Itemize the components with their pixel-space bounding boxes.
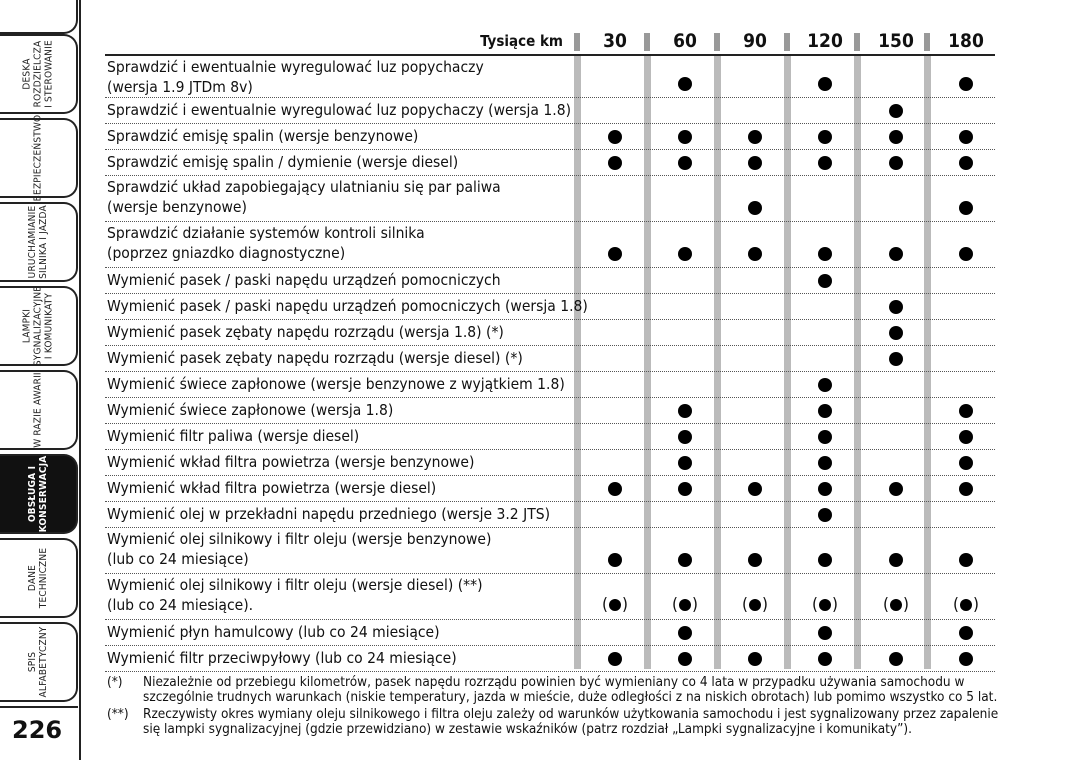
service-dot [818,626,832,640]
service-dot [889,482,903,496]
task-description: Wymienić pasek / paski napędu urządzeń pomocniczych [107,271,501,289]
task-description: Sprawdzić i ewentualnie wyregulować luz popychaczy [107,58,484,76]
footnote [107,707,1007,737]
service-dot [818,508,832,522]
service-dot [889,652,903,666]
service-dot [818,130,832,144]
task-description-continued: (poprzez gniazdko diagnostyczne) [107,244,346,262]
column-header-120k: 120 [807,30,843,52]
service-dot [818,482,832,496]
conditional-service-dot: ( ) [812,595,838,615]
task-description-continued: (wersje benzynowe) [107,198,247,216]
conditional-service-dot: ( ) [672,595,698,615]
service-dot [608,553,622,567]
tab-label: DESKA ROZDZIELCZA I STEROWANIE [21,40,55,108]
page-number-box [0,706,78,758]
service-dot [748,130,762,144]
service-dot [678,430,692,444]
service-dot [889,300,903,314]
tab-technical-data[interactable] [0,538,78,618]
chapter-sidebar [0,0,80,760]
table-header [105,30,995,56]
service-dot [818,430,832,444]
service-dot [608,482,622,496]
service-dot [678,404,692,418]
task-description: Wymienić świece zapłonowe (wersje benzynowe z wyjątkiem 1.8) [107,375,565,393]
task-description: Sprawdzić układ zapobiegający ulatnianiu się par paliwa [107,178,501,196]
table-row [105,398,995,424]
service-dot [818,553,832,567]
service-dot [818,404,832,418]
column-header-90k: 90 [743,30,767,52]
service-dot [889,553,903,567]
service-dot [678,553,692,567]
service-dot [748,553,762,567]
service-dot [818,274,832,288]
task-description: Wymienić płyn hamulcowy (lub co 24 miesiące) [107,623,440,641]
table-row [105,620,995,646]
task-description: Sprawdzić emisję spalin (wersje benzynowe) [107,127,419,145]
service-dot [889,104,903,118]
table-row [105,222,995,268]
task-description: Wymienić filtr paliwa (wersje diesel) [107,427,360,445]
tab-label: DANE TECHNICZNE [27,547,49,609]
table-row [105,346,995,372]
table-row [105,646,995,672]
footnotes [107,675,1007,739]
task-description: Wymienić filtr przeciwpyłowy (lub co 24 miesiące) [107,649,457,667]
table-row [105,574,995,620]
conditional-service-dot: ( ) [602,595,628,615]
task-description: Wymienić świece zapłonowe (wersja 1.8) [107,401,394,419]
service-dot [748,652,762,666]
sidebar-top-tab [0,0,78,34]
service-dot [959,404,973,418]
service-dot [678,456,692,470]
service-dot [959,652,973,666]
mileage-header-label: Tysiące km [480,32,563,50]
task-description: Wymienić pasek / paski napędu urządzeń pomocniczych (wersja 1.8) [107,297,588,315]
service-dot [678,156,692,170]
service-dot [959,247,973,261]
tab-label: W RAZIE AWARII [32,372,44,448]
table-row [105,268,995,294]
service-dot [748,156,762,170]
service-dot [818,156,832,170]
tab-emergency[interactable] [0,370,78,450]
tab-dashboard-controls[interactable] [0,34,78,114]
service-dot [678,626,692,640]
tab-index[interactable] [0,622,78,702]
footnote-marker: (**) [107,706,129,722]
service-dot [608,130,622,144]
task-description-continued: (lub co 24 miesiące) [107,550,249,568]
table-row [105,450,995,476]
task-description: Wymienić olej w przekładni napędu przedniego (wersje 3.2 JTS) [107,505,551,523]
table-row [105,502,995,528]
task-description: Sprawdzić emisję spalin / dymienie (wersje diesel) [107,153,459,171]
conditional-service-dot: ( ) [953,595,979,615]
service-dot [959,130,973,144]
task-description: Wymienić pasek zębaty napędu rozrządu (wersja 1.8) (*) [107,323,504,341]
footnote-text: Niezależnie od przebiegu kilometrów, pasek napędu rozrządu powinien być wymieniany co 4 lata w przypadku używania samochodu w szczególnie trudnych warunkach (niskie temperatury, jazda w mieście, duże odległości z na niskich obrotach) lub pomimo wszystko co 5 lat. [143,674,998,705]
table-row [105,372,995,398]
service-dot [818,456,832,470]
column-header-150k: 150 [878,30,914,52]
service-dot [748,201,762,215]
tab-label: SPIS ALFABETYCZNY [27,626,49,698]
table-row [105,150,995,176]
conditional-service-dot: ( ) [742,595,768,615]
tab-label: BEZPIECZEŃSTWO [32,114,44,202]
task-description: Wymienić olej silnikowy i filtr oleju (wersje benzynowe) [107,530,492,548]
service-dot [889,130,903,144]
service-dot [959,482,973,496]
service-dot [818,77,832,91]
service-dot [678,77,692,91]
tab-maintenance[interactable] [0,454,78,534]
service-dot [889,247,903,261]
table-row [105,176,995,222]
service-dot [959,456,973,470]
column-header-60k: 60 [673,30,697,52]
tab-label: OBSŁUGA I KONSERWACJA [27,455,49,533]
footnote-marker: (*) [107,674,123,690]
table-row [105,294,995,320]
task-description: Wymienić wkład filtra powietrza (wersje diesel) [107,479,437,497]
service-dot [889,326,903,340]
service-dot [959,201,973,215]
service-dot [959,430,973,444]
service-dot [678,130,692,144]
service-dot [959,156,973,170]
task-description: Wymienić olej silnikowy i filtr oleju (wersje diesel) (**) [107,576,483,594]
table-row [105,320,995,346]
table-row [105,476,995,502]
service-dot [608,247,622,261]
tab-safety[interactable] [0,114,78,202]
service-dot [818,652,832,666]
header-separator [574,33,580,51]
service-dot [889,156,903,170]
service-dot [818,378,832,392]
service-dot [608,652,622,666]
task-description: Sprawdzić działanie systemów kontroli silnika [107,224,425,242]
task-description-continued: (lub co 24 miesiące). [107,596,254,614]
column-header-180k: 180 [948,30,984,52]
column-header-30k: 30 [603,30,627,52]
service-dot [889,352,903,366]
table-row [105,98,995,124]
footnote-text: Rzeczywisty okres wymiany oleju silnikowego i filtra oleju zależy od warunków użytkowania samochodu i jest sygnalizowany przez zapalenie się lampki sygnalizacyjnej (gdzie przewidziano) w zestawie wskaźników (patrz rozdział „Lampki sygnalizacyjne i komunikaty”). [143,706,999,737]
task-description: Wymienić pasek zębaty napędu rozrządu (wersje diesel) (*) [107,349,523,367]
table-row [105,56,995,98]
tab-label: URUCHAMIANIE SILNIKA I JAZDA [27,205,49,279]
service-dot [959,626,973,640]
task-description: Wymienić wkład filtra powietrza (wersje benzynowe) [107,453,475,471]
conditional-service-dot: ( ) [883,595,909,615]
table-row [105,124,995,150]
service-dot [678,482,692,496]
footnote [107,675,1007,705]
tab-label: LAMPKI SYGNALIZACYJNE I KOMUNIKATY [21,285,55,367]
task-description-continued: (wersja 1.9 JTDm 8v) [107,78,253,96]
service-dot [678,652,692,666]
service-dot [748,482,762,496]
tab-starting-driving[interactable] [0,202,78,282]
service-dot [818,247,832,261]
page-number: 226 [12,716,63,744]
table-row [105,424,995,450]
task-description: Sprawdzić i ewentualnie wyregulować luz popychaczy (wersja 1.8) [107,101,572,119]
service-dot [959,77,973,91]
table-row [105,528,995,574]
service-dot [608,156,622,170]
sidebar-spine [79,0,81,760]
service-dot [748,247,762,261]
tab-warning-lights[interactable] [0,286,78,366]
service-dot [678,247,692,261]
service-dot [959,553,973,567]
